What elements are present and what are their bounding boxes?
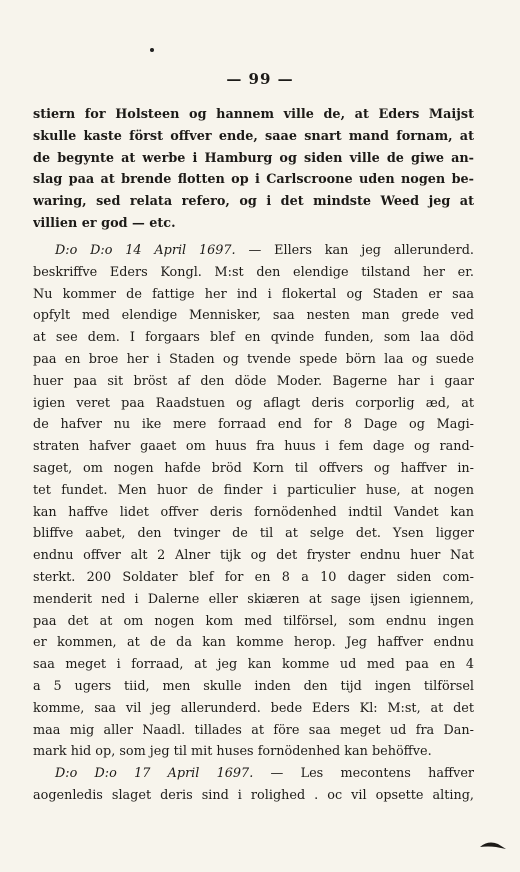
text-line: aogenledis slaget deris sind i rolighed . oc vil opsette alting,: [33, 787, 474, 803]
text-line: a 5 ugers tiid, men skulle inden den tijd ingen tilförsel: [33, 678, 474, 694]
text-line: skulle kaste först offver ende, saae snart mand fornam, at: [33, 128, 474, 144]
text-line: tet fundet. Men huor de finder i particulier huse, at nogen: [33, 482, 474, 498]
text-line: opfylt med elendige Mennisker, saa nesten man grede ved: [33, 308, 474, 324]
text-line: paa det at om nogen kom med tilförsel, som endnu ingen: [33, 613, 474, 629]
text-line-rest: — Ellers kan jeg allerunderd.: [235, 243, 474, 258]
page-number: — 99 —: [226, 70, 294, 88]
text-line: saa meget i forraad, at jeg kan komme ud med paa en 4: [33, 657, 474, 673]
text-line: endnu offver alt 2 Alner tijk og det fryster endnu huer Nat: [33, 548, 474, 564]
paragraph-continuation: [33, 104, 474, 235]
text-line: waring, sed relata refero, og i det mindste Weed jeg at: [33, 194, 474, 210]
text-line: stiern for Holsteen og hannem ville de, at Eders Maijst: [33, 107, 474, 122]
text-line: kan haffve lidet offver deris fornödenhed indtil Vandet kan: [33, 504, 474, 520]
entry-17-april: [33, 763, 474, 807]
ink-dot: [150, 48, 154, 52]
text-line: de hafver nu ike mere forraad end for 8 Dage og Magi-: [33, 417, 474, 433]
text-line: at see dem. I forgaars blef en qvinde funden, som laa död: [33, 330, 474, 346]
text-line: sterkt. 200 Soldater blef for en 8 a 10 dager siden com-: [33, 569, 474, 585]
text-line: villien er god — etc.: [33, 215, 176, 231]
text-line: saget, om nogen hafde bröd Korn til offvers og haffver in-: [33, 460, 474, 476]
text-line: de begynte at werbe i Hamburg og siden ville de giwe an-: [33, 150, 474, 166]
catchword-mark-icon: [478, 838, 508, 852]
text-line: mark hid op, som jeg til mit huses fornödenhed kan behöffve.: [33, 744, 432, 760]
text-line: huer paa sit bröst af den döde Moder. Bagerne har i gaar: [33, 373, 474, 389]
text-line-rest: — Les mecontens haffver: [253, 766, 474, 781]
text-line: slag paa at brende flotten op i Carlscroone uden nogen be-: [33, 172, 474, 188]
text-line: er kommen, at de da kan komme herop. Jeg haffver endnu: [33, 635, 474, 651]
entry-date: D:o D:o 17 April 1697.: [55, 766, 254, 781]
text-line: Nu kommer de fattige her ind i flokertal og Staden er saa: [33, 286, 474, 302]
text-line: straten hafver gaaet om huus fra huus i fem dage og rand-: [33, 439, 474, 455]
text-line: paa en broe her i Staden og tvende spede börn laa og suede: [33, 351, 474, 367]
text-line: beskriffve Eders Kongl. M:st den elendige tilstand her er.: [33, 264, 474, 280]
entry-date: D:o D:o 14 April 1697.: [55, 243, 236, 258]
text-line: menderit ned i Dalerne eller skiæren at sage ijsen igiennem,: [33, 591, 474, 607]
text-line: komme, saa vil jeg allerunderd. bede Eders Kl: M:st, at det: [33, 700, 474, 716]
text-line: igien veret paa Raadstuen og aflagt deris corporlig æd, at: [33, 395, 474, 411]
text-line: [33, 763, 474, 785]
entry-14-april: [33, 240, 474, 763]
text-line: bliffve aabet, den tvinger de til at selge det. Ysen ligger: [33, 526, 474, 542]
text-line: maa mig aller Naadl. tillades at före saa meget ud fra Dan-: [33, 722, 474, 738]
text-line: [33, 240, 474, 262]
